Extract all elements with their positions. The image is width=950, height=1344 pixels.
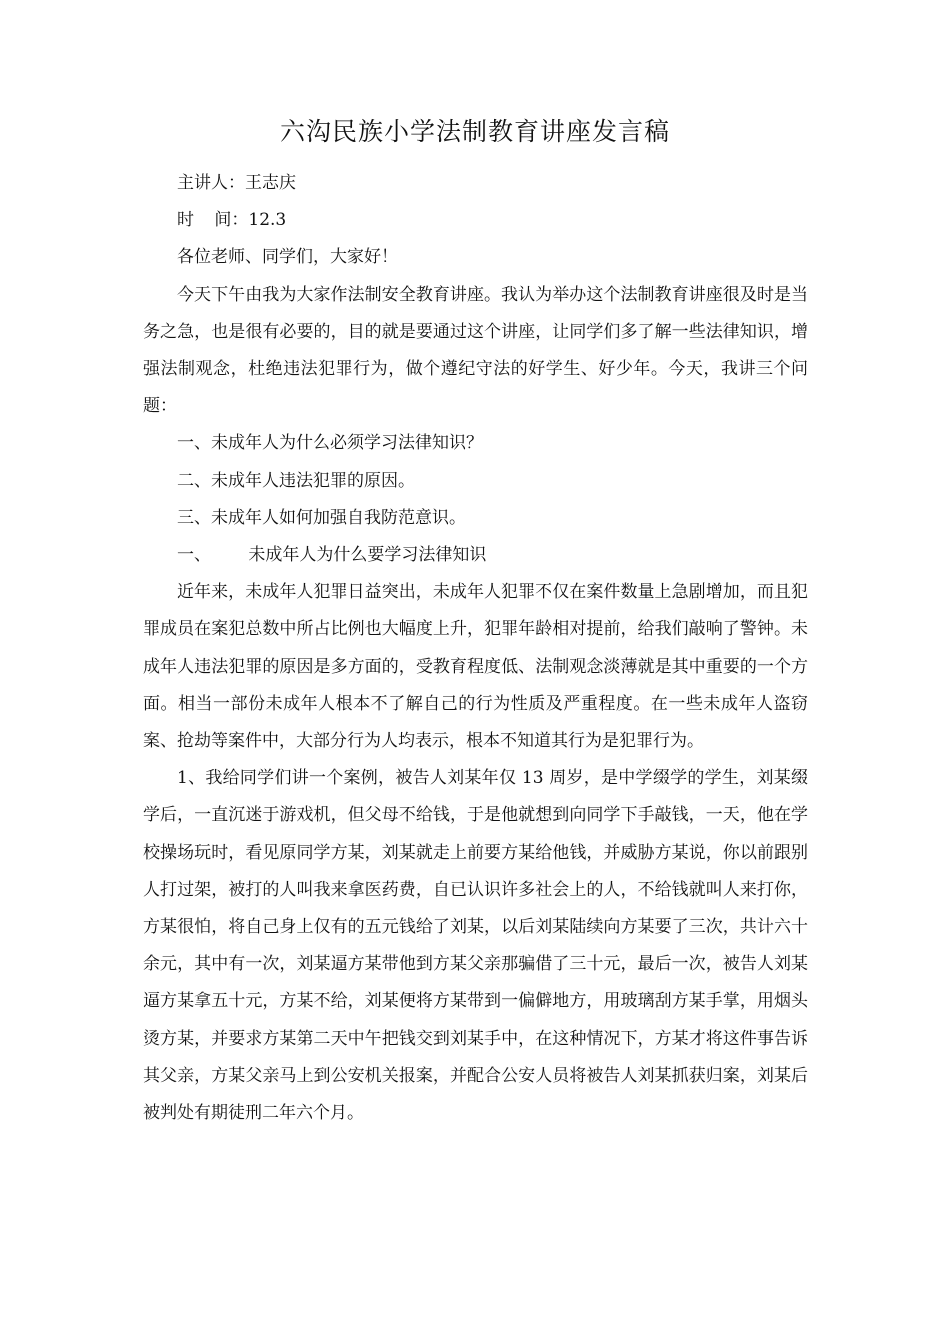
document-body [143,165,808,1132]
speaker-line [143,165,808,202]
question-one: 一、未成年人为什么必须学习法律知识？ [177,433,483,454]
greeting: 各位老师、同学们，大家好！ [177,247,398,268]
intro-paragraph: 今天下午由我为大家作法制安全教育讲座。我认为举办这个法制教育讲座很及时是当务之急，也是很有必要的，目的就是要通过这个讲座，让同学们多了解一些法律知识，增强法制观念，杜绝违法犯罪行为，做个遵纪守法的好学生、好少年。今天，我讲三个问题： [143,284,808,417]
question-two: 二、未成年人违法犯罪的原因。 [177,470,415,491]
question-three: 三、未成年人如何加强自我防范意识。 [177,507,466,528]
section-heading [143,537,808,574]
time-value: 12.3 [248,210,287,231]
section-number: 一、 [177,545,211,566]
section-paragraph: 近年来，未成年人犯罪日益突出，未成年人犯罪不仅在案件数量上急剧增加，而且犯罪成员在案犯总数中所占比例也大幅度上升，犯罪年龄相对提前，给我们敲响了警钟。未成年人违法犯罪的原因是多方面的，受教育程度低、法制观念淡薄就是其中重要的一个方面。相当一部份未成年人根本不了解自己的行为性质及严重程度。在一些未成年人盗窃案、抢劫等案件中，大部分行为人均表示，根本不知道其行为是犯罪行为。 [143,582,808,752]
time-label-second: 间： [214,210,249,231]
section-title: 未成年人为什么要学习法律知识 [248,545,487,566]
speaker-label: 主讲人： [177,173,245,193]
time-line [143,202,808,239]
time-label-first: 时 [177,210,194,231]
case-paragraph: 1、我给同学们讲一个案例，被告人刘某年仅 13 周岁，是中学缀学的学生，刘某缀学后，一直沉迷于游戏机，但父母不给钱，于是他就想到向同学下手敲钱，一天，他在学校操场玩时，看见原同学方某，刘某就走上前要方某给他钱，并威胁方某说，你以前跟别人打过架，被打的人叫我来拿医药费，自已认识许多社会上的人，不给钱就叫人来打你，方某很怕，将自己身上仅有的五元钱给了刘某，以后刘某陆续向方某要了三次，共计六十余元，其中有一次，刘某逼方某带他到方某父亲那骗借了三十元，最后一次，被告人刘某逼方某拿五十元，方某不给，刘某便将方某带到一偏僻地方，用玻璃刮方某手掌，用烟头烫方某，并要求方某第二天中午把钱交到刘某手中，在这种情况下，方某才将这件事告诉其父亲，方某父亲马上到公安机关报案，并配合公安人员将被告人刘某抓获归案，刘某后被判处有期徒刑二年六个月。 [143,768,808,1124]
document-title: 六沟民族小学法制教育讲座发言稿 [279,117,670,146]
speaker-name: 王志庆 [245,173,296,193]
